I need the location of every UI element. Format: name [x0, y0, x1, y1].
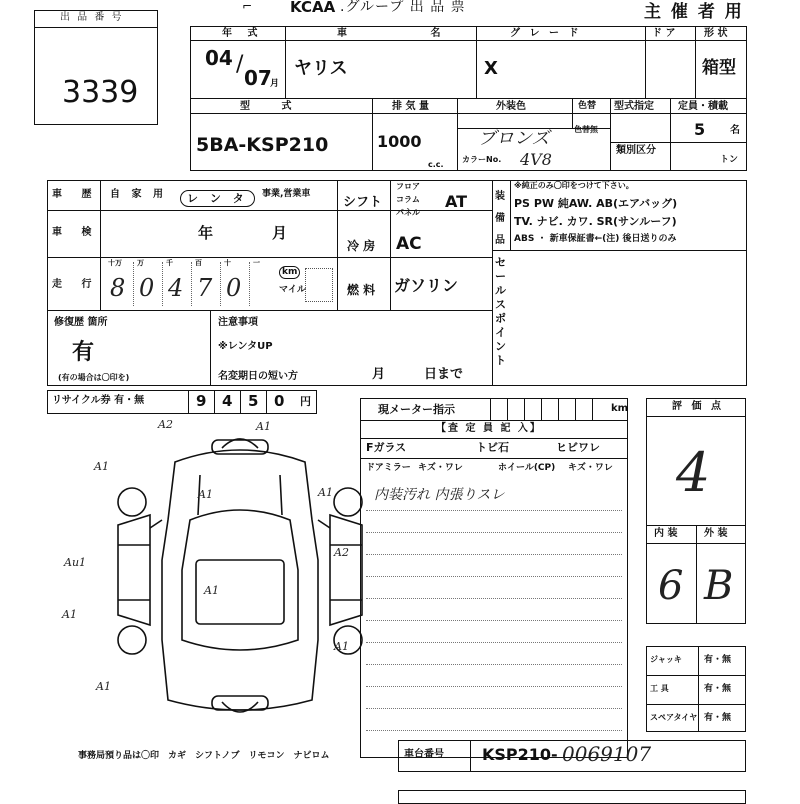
tool-value-0: 有・無 [704, 655, 732, 665]
mileage-unit-2: 千 [166, 259, 173, 267]
exterior-color-handwritten: ブロンズ [478, 128, 550, 149]
model-code: 5BA-KSP210 [196, 134, 329, 156]
year-value: 04 [205, 46, 233, 70]
mark-a1-front-left: A1 [94, 460, 109, 473]
name-label: 車 名 [337, 28, 481, 39]
mark-a1-rear-right: A1 [334, 640, 349, 653]
grade-label: 評 価 点 [672, 401, 724, 412]
inspector-comment: 内装汚れ 内張りスレ [374, 487, 505, 503]
recycle-digit-0: 9 [196, 392, 207, 410]
history-label: 車 歴 [52, 189, 100, 200]
tool-label-2: スペアタイヤ [650, 713, 698, 722]
mileage-unit-1: 万 [137, 259, 144, 267]
keys-note: 事務局預り品は〇印 カギ シフトノブ リモコン ナビロム [78, 751, 330, 761]
body-shape: 箱型 [702, 58, 736, 78]
grade-label: グ レ ー ド [510, 28, 582, 39]
shift-value: AT [445, 192, 468, 211]
mile-label: マイル [279, 285, 306, 295]
mark-a1-hood: A1 [198, 488, 213, 501]
category-label: 類別区分 [616, 145, 656, 156]
glass-label: Fガラス [366, 441, 407, 454]
right-side-panel [330, 515, 362, 625]
tobi-ishi: トビ石 [476, 441, 509, 454]
private-use: 自 家 用 [110, 189, 167, 200]
mark-au1-left: Au1 [64, 556, 87, 569]
shift-panel: パネル [396, 208, 420, 217]
recycle-digit-3: 0 [274, 392, 285, 410]
capacity-value: 5 [694, 120, 706, 139]
wheel-label: ホイール(CP) [498, 463, 556, 473]
mark-a1-roof: A1 [204, 584, 219, 597]
car-name: ヤリス [294, 58, 348, 79]
mileage-digit-0: 8 [110, 274, 126, 302]
displacement-value: 1000 [377, 132, 422, 151]
tool-value-1: 有・無 [704, 684, 732, 694]
repair-note: (有の場合は〇印を) [58, 373, 130, 382]
repair-label: 修復歴 箇所 [54, 317, 108, 328]
left-side-panel [118, 515, 150, 625]
inspection-label: 車 検 [52, 227, 100, 238]
displacement-label: 排 気 量 [392, 101, 429, 112]
deadline-month: 月 [372, 367, 386, 382]
mirror-options: キズ・ワレ [418, 463, 463, 473]
grade-score: 4 [676, 441, 711, 504]
inspection-year-unit: 年 [198, 224, 214, 242]
recycle-digit-2: 5 [248, 392, 259, 410]
model-label: 型 式 [240, 101, 306, 112]
recycle-unit: 円 [300, 395, 311, 408]
chassis-prefix: KSP210- [482, 745, 558, 764]
mileage-digit-2: 4 [168, 274, 184, 302]
deadline-label: 名変期日の短い方 [218, 371, 298, 382]
model-spec-label: 型式指定 [614, 101, 654, 112]
mirrors [150, 520, 330, 528]
capacity-label: 定員・積載 [678, 101, 728, 112]
capacity-unit: 名 [730, 125, 740, 136]
grade-value: X [484, 58, 498, 79]
equipment-line3: ABS ・ 新車保証書←(注) 後日送りのみ [514, 234, 677, 244]
year-slash: / [236, 52, 244, 77]
tool-label-1: 工 具 [650, 684, 669, 693]
mark-a1-top: A1 [256, 420, 271, 433]
interior-grade: 6 [658, 563, 684, 609]
lot-number-label: 出 品 番 号 [60, 12, 124, 23]
cabin-outline [182, 510, 298, 650]
recycle-digit-1: 4 [222, 392, 233, 410]
mark-a1-rear-left: A1 [62, 608, 77, 621]
tool-label-0: ジャッキ [650, 655, 682, 664]
mark-a2-top: A2 [158, 418, 173, 431]
interior-label: 内 装 [654, 528, 678, 539]
mileage-unit-3: 百 [195, 259, 202, 267]
notes-label: 注意事項 [218, 317, 258, 328]
year-label: 年 式 [222, 28, 264, 39]
meter-unit: km [611, 403, 629, 414]
month-value: 07 [244, 66, 272, 90]
ac-label: 冷 房 [347, 239, 376, 253]
sheet-title: .グループ 出 品 票 [340, 0, 466, 15]
sales-point-label: セールスポイント [495, 256, 506, 367]
exterior-grade: B [704, 563, 734, 609]
organizer-label: 主 催 者 用 [644, 2, 744, 22]
color-no-label: カラーNo. [462, 155, 502, 164]
body-outline [162, 450, 318, 710]
mileage-digit-3: 7 [197, 274, 213, 302]
cc-unit: c.c. [428, 160, 444, 169]
shift-floor: フロア [396, 182, 420, 191]
doors-label: ド ア [652, 28, 676, 39]
equipment-line2: TV. ナビ. カワ. SR(サンルーフ) [514, 215, 677, 228]
wheel-rear-left [118, 626, 146, 654]
wheel-options: キズ・ワレ [568, 463, 613, 473]
mileage-digit-4: 0 [226, 274, 242, 302]
front-bumper [212, 440, 268, 454]
color-no-value: 4V8 [520, 150, 552, 169]
shift-label: シフト [343, 195, 383, 210]
chassis-number: 0069107 [562, 742, 652, 766]
fuel-label: 燃 料 [347, 283, 376, 297]
km-circled: km [279, 266, 300, 279]
mirror-label: ドアミラー [366, 463, 411, 473]
ac-value: AC [396, 234, 422, 254]
commercial-use: 事業,営業車 [262, 189, 311, 199]
mark-a1-front-right: A1 [318, 486, 333, 499]
equipment-note: ※純正のみ〇印をつけて下さい。 [514, 181, 634, 190]
mileage-unit-0: 十万 [108, 259, 122, 267]
recycle-label: リサイクル券 有・無 [52, 395, 145, 406]
wheel-front-left [118, 488, 146, 516]
color-change-value: 色替無 [574, 125, 598, 134]
mileage-digit-1: 0 [139, 274, 155, 302]
inspection-month-unit: 月 [272, 224, 288, 242]
repair-value: 有 [72, 340, 95, 365]
hibi-ware: ヒビワレ [556, 441, 600, 454]
notes-item: ※レンタUP [218, 341, 273, 352]
mileage-unit-4: 十 [224, 259, 231, 267]
meter-label: 現メーター指示 [378, 403, 455, 416]
tool-value-2: 有・無 [704, 713, 732, 723]
deadline-day: 日まで [424, 367, 464, 382]
shift-column: コラム [396, 195, 420, 204]
equipment-label: 装備品 [495, 191, 505, 246]
equipment-line1: PS PW 純AW. AB(エアバッグ) [514, 197, 678, 210]
color-change-label: 色替 [578, 101, 597, 111]
wheel-front-right [334, 488, 362, 516]
left-door-lines [118, 545, 150, 600]
exterior-label: 外 装 [704, 528, 728, 539]
ton-unit: トン [720, 155, 739, 165]
rental-circled: レ ン タ [180, 190, 255, 207]
kcaa-logo: KCAA [290, 0, 336, 16]
chassis-label: 車台番号 [404, 749, 444, 760]
exterior-color-label: 外装色 [496, 101, 526, 112]
month-unit: 月 [270, 79, 280, 89]
shape-label: 形 状 [704, 28, 728, 39]
fuel-value: ガソリン [394, 276, 459, 295]
mark-a2-right: A2 [334, 546, 349, 559]
inspector-title: 【査 定 員 記 入】 [436, 423, 542, 434]
mileage-label: 走 行 [52, 279, 100, 290]
rear-bumper [212, 696, 268, 710]
mark-a1-bottom: A1 [96, 680, 111, 693]
header-bracket: ⌐ [242, 0, 253, 13]
lot-number: 3339 [62, 75, 139, 110]
mileage-unit-5: 一 [253, 259, 260, 267]
